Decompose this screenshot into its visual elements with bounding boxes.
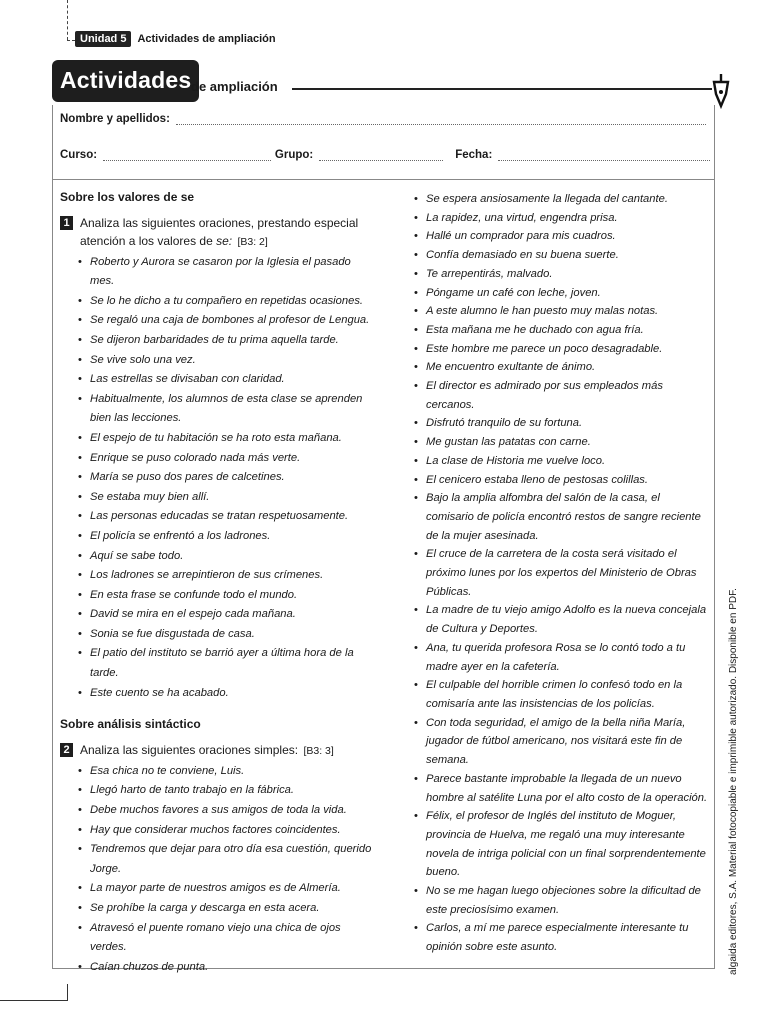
list-item: • Parece bastante improbable la llegada de un nuevo hombre al satélite Luna por el alto costo de la operación.: [414, 770, 710, 807]
list-item: • El policía se enfrentó a los ladrones.: [78, 527, 372, 547]
title-rule: [292, 88, 712, 90]
exercise-2-list-continued: [414, 190, 710, 957]
list-item: • La rapidez, una virtud, engendra prisa.: [414, 209, 710, 228]
list-item: • El cenicero estaba lleno de pestosas colillas.: [414, 471, 710, 490]
list-item: • Las estrellas se divisaban con claridad.: [78, 370, 372, 390]
list-item: • Se vive solo una vez.: [78, 351, 372, 371]
exercise-1-instruction: [60, 214, 372, 251]
list-item: • La mayor parte de nuestros amigos es de Almería.: [78, 879, 372, 899]
list-item: • Se lo he dicho a tu compañero en repetidas ocasiones.: [78, 292, 372, 312]
dashed-guide-vertical: [67, 0, 68, 40]
page-title: Actividades: [52, 60, 199, 102]
left-column: [60, 188, 372, 977]
list-item: • Confía demasiado en su buena suerte.: [414, 246, 710, 265]
list-item: • El cruce de la carretera de la costa será visitado el próximo lunes por los expertos del Ministerio de Obras Públicas.: [414, 545, 710, 601]
page-subtitle: de ampliación: [191, 79, 278, 94]
list-item: • El culpable del horrible crimen lo confesó todo en la comisaría ante las insistencias de los policías.: [414, 676, 710, 713]
course-field[interactable]: [103, 148, 271, 161]
exercise-number: 1: [60, 216, 73, 230]
unit-title: Actividades de ampliación: [137, 33, 276, 45]
list-item: • Debe muchos favores a sus amigos de toda la vida.: [78, 801, 372, 821]
list-item: • Este cuento se ha acabado.: [78, 684, 372, 704]
copyright-note: algaida editores, S.A. Material fotocopiable e imprimible autorizado. Disponible en PDF.: [728, 588, 739, 975]
list-item: • Llegó harto de tanto trabajo en la fábrica.: [78, 781, 372, 801]
list-item: • Este hombre me parece un poco desagradable.: [414, 340, 710, 359]
list-item: • El espejo de tu habitación se ha roto esta mañana.: [78, 429, 372, 449]
list-item: • Habitualmente, los alumnos de esta clase se aprenden bien las lecciones.: [78, 390, 372, 429]
list-item: • Las personas educadas se tratan respetuosamente.: [78, 507, 372, 527]
unit-badge: Unidad 5: [75, 31, 131, 47]
dashed-guide-horizontal: [67, 40, 75, 41]
list-item: • Bajo la amplia alfombra del salón de la casa, el comisario de policía encontró restos de sangre reciente de la mujer asesinada.: [414, 489, 710, 545]
unit-header: [75, 31, 276, 47]
list-item: • Se espera ansiosamente la llegada del cantante.: [414, 190, 710, 209]
name-field[interactable]: [176, 112, 706, 125]
crop-mark-horizontal: [0, 1000, 68, 1001]
list-item: • María se puso dos pares de calcetines.: [78, 468, 372, 488]
list-item: • Caían chuzos de punta.: [78, 958, 372, 978]
list-item: • A este alumno le han puesto muy malas notas.: [414, 302, 710, 321]
list-item: • Carlos, a mí me parece especialmente interesante tu opinión sobre este asunto.: [414, 919, 710, 956]
list-item: • Póngame un café con leche, joven.: [414, 284, 710, 303]
list-item: • Me encuentro exultante de ánimo.: [414, 358, 710, 377]
list-item: • El patio del instituto se barrió ayer a última hora de la tarde.: [78, 644, 372, 683]
course-row: [60, 148, 710, 161]
page-title-block: [52, 60, 726, 110]
list-item: • David se mira en el espejo cada mañana.: [78, 605, 372, 625]
list-item: • Esa chica no te conviene, Luis.: [78, 762, 372, 782]
list-item: • Tendremos que dejar para otro día esa cuestión, querido Jorge.: [78, 840, 372, 879]
list-item: • Con toda seguridad, el amigo de la bella niña María, jugador de fútbol americano, nos visitará este fin de semana.: [414, 714, 710, 770]
list-item: • En esta frase se confunde todo el mundo.: [78, 586, 372, 606]
exercise-number: 2: [60, 743, 73, 757]
date-label: Fecha:: [455, 149, 493, 161]
name-label: Nombre y apellidos:: [60, 113, 170, 125]
exercise-1-list: [60, 253, 372, 704]
right-column: [414, 190, 710, 957]
section-heading: Sobre los valores de se: [60, 190, 195, 204]
list-item: • Atravesó el puente romano viejo una chica de ojos verdes.: [78, 919, 372, 958]
list-item: • Te arrepentirás, malvado.: [414, 265, 710, 284]
list-item: • Se dijeron barbaridades de tu prima aquella tarde.: [78, 331, 372, 351]
instruction-text: Analiza las siguientes oraciones, prestando especial atención a los valores de: [80, 215, 359, 248]
list-item: • Me gustan las patatas con carne.: [414, 433, 710, 452]
list-item: • Se prohíbe la carga y descarga en esta acera.: [78, 899, 372, 919]
fields-divider: [52, 179, 715, 180]
instruction-emphasis: se:: [216, 233, 233, 248]
list-item: • Se estaba muy bien allí.: [78, 488, 372, 508]
list-item: • Hallé un comprador para mis cuadros.: [414, 227, 710, 246]
book-reference: [B3: 3]: [303, 744, 334, 757]
list-item: • El director es admirado por sus empleados más cercanos.: [414, 377, 710, 414]
list-item: • La madre de tu viejo amigo Adolfo es la nueva concejala de Cultura y Deportes.: [414, 601, 710, 638]
list-item: • Se regaló una caja de bombones al profesor de Lengua.: [78, 311, 372, 331]
list-item: • Los ladrones se arrepintieron de sus crímenes.: [78, 566, 372, 586]
section-heading: Sobre análisis sintáctico: [60, 717, 201, 732]
instruction-text: Analiza las siguientes oraciones simples:: [80, 742, 299, 757]
list-item: • Ana, tu querida profesora Rosa se lo contó todo a tu madre ayer en la cafetería.: [414, 639, 710, 676]
group-field[interactable]: [319, 148, 443, 161]
list-item: • Esta mañana me he duchado con agua fría.: [414, 321, 710, 340]
book-reference: [B3: 2]: [237, 235, 268, 248]
list-item: • Hay que considerar muchos factores coincidentes.: [78, 821, 372, 841]
list-item: • Enrique se puso colorado nada más verte.: [78, 449, 372, 469]
list-item: • Aquí se sabe todo.: [78, 547, 372, 567]
exercise-2-list: [60, 762, 372, 978]
list-item: • Sonia se fue disgustada de casa.: [78, 625, 372, 645]
list-item: • Félix, el profesor de Inglés del instituto de Moguer, provincia de Huelva, me regaló una muy interesante novela de intriga policial con un final sorprendentemente bueno.: [414, 807, 710, 882]
crop-mark-vertical: [67, 984, 68, 1000]
list-item: • Roberto y Aurora se casaron por la Iglesia el pasado mes.: [78, 253, 372, 292]
list-item: • No se me hagan luego objeciones sobre la dificultad de este preciosísimo examen.: [414, 882, 710, 919]
group-label: Grupo:: [274, 149, 314, 161]
name-row: [60, 112, 710, 125]
course-label: Curso:: [60, 149, 98, 161]
exercise-2-instruction: [60, 741, 372, 760]
list-item: • La clase de Historia me vuelve loco.: [414, 452, 710, 471]
list-item: • Disfrutó tranquilo de su fortuna.: [414, 414, 710, 433]
date-field[interactable]: [498, 148, 710, 161]
